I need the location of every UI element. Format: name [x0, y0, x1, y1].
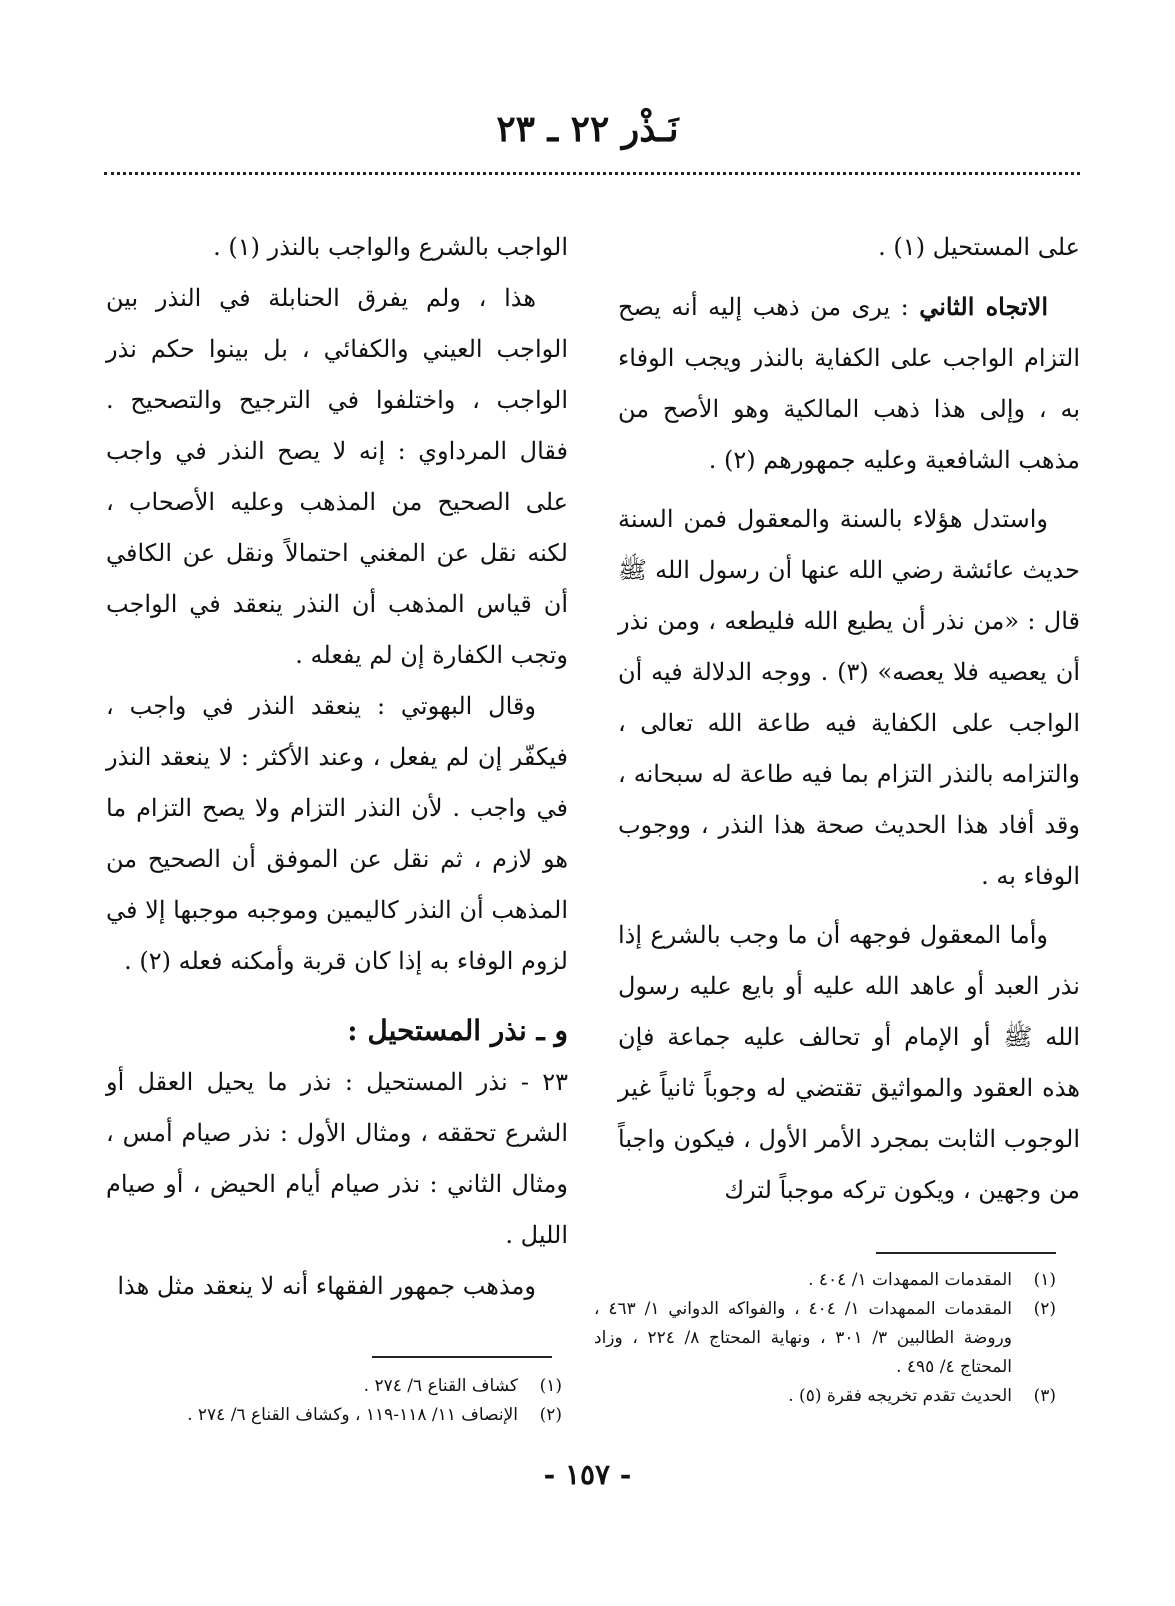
- running-header: نَـذْر ٢٢ ـ ٢٣: [496, 108, 679, 150]
- paragraph: ومذهب جمهور الفقهاء أنه لا ينعقد مثل هذا: [117, 1272, 536, 1300]
- paragraph: وأما المعقول فوجهه أن ما وجب بالشرع إذا نذر العبد أو عاهد الله عليه أو بايع عليه رسول الله ﷺ أو الإمام أو تحالف عليه جماعة فإن هذه العقود والمواثيق تقتضي له وجوباً ثانياً غير الوجوب الثابت بمجرد الأمر الأول ، فيكون واجباً من وجهين ، ويكون تركه موجباً لترك: [618, 921, 1080, 1204]
- footnote: (١) كشاف القناع ٦/ ٢٧٤ .: [363, 1376, 562, 1396]
- section-heading: و ـ نذر المستحيل :: [347, 1014, 568, 1047]
- left-column: [106, 222, 568, 1312]
- footnote-rule-right: [876, 1252, 1056, 1254]
- paragraph: وقال البهوتي : ينعقد النذر في واجب ، فيكفّر إن لم يفعل ، وعند الأكثر : لا ينعقد النذر في واجب . لأن النذر التزام ولا يصح التزام ما هو لازم ، ثم نقل عن الموفق أن الصحيح من المذهب أن النذر كاليمين وموجبه موجبها إلا في لزوم الوفاء به إذا كان قربة وأمكنه فعله (٢) .: [106, 692, 568, 975]
- header-dotted-rule: [104, 172, 1080, 175]
- right-column: [618, 222, 1080, 1216]
- paragraph-lead: الاتجاه الثاني: [919, 292, 1048, 321]
- footnote: (٢) المقدمات الممهدات ١/ ٤٠٤ ، والفواكه الدواني ١/ ٤٦٣ ، وروضة الطالبين ٣/ ٣٠١ ، ونهاية المحتاج ٨/ ٢٢٤ ، وزاد المحتاج ٤/ ٤٩٥ .: [594, 1299, 1056, 1377]
- paragraph: على المستحيل (١) .: [878, 233, 1080, 261]
- paragraph: الاتجاه الثاني : يرى من ذهب إليه أنه يصح التزام الواجب على الكفاية بالنذر ويجب الوفاء به ، وإلى هذا ذهب المالكية وهو الأصح من مذهب الشافعية وعليه جمهورهم (٢) .: [618, 292, 1080, 474]
- paragraph: هذا ، ولم يفرق الحنابلة في النذر بين الواجب العيني والكفائي ، بل بينوا حكم نذر الواجب ، واختلفوا في الترجيح والتصحيح . فقال المرداوي : إنه لا يصح النذر في واجب على الصحيح من المذهب وعليه الأصحاب ، لكنه نقل عن المغني احتمالاً ونقل عن الكافي أن قياس المذهب أن النذر ينعقد في الواجب وتجب الكفارة إن لم يفعله .: [106, 284, 568, 669]
- paragraph: واستدل هؤلاء بالسنة والمعقول فمن السنة حديث عائشة رضي الله عنها أن رسول الله ﷺ قال : «من نذر أن يطيع الله فليطعه ، ومن نذر أن يعصيه فلا يعصه» (٣) . ووجه الدلالة فيه أن الواجب على الكفاية فيه طاعة الله تعالى ، والتزامه بالنذر التزام بما فيه طاعة له سبحانه ، وقد أفاد هذا الحديث صحة هذا النذر ، ووجوب الوفاء به .: [618, 505, 1080, 890]
- footnote: (٢) الإنصاف ١١/ ١١٨-١١٩ ، وكشاف القناع ٦/ ٢٧٤ .: [187, 1405, 562, 1425]
- paragraph: الواجب بالشرع والواجب بالنذر (١) .: [213, 233, 568, 261]
- footnote: (٣) الحديث تقدم تخريجه فقرة (٥) .: [788, 1386, 1056, 1406]
- footnote-rule-left: [372, 1356, 552, 1358]
- footnotes-right: [594, 1266, 1056, 1411]
- footnote: (١) المقدمات الممهدات ١/ ٤٠٤ .: [808, 1270, 1056, 1290]
- paragraph: ٢٣ - نذر المستحيل : نذر ما يحيل العقل أو الشرع تحققه ، ومثال الأول : نذر صيام أمس ، ومثال الثاني : نذر صيام أيام الحيض ، أو صيام الليل .: [106, 1068, 568, 1249]
- footnotes-left: [100, 1372, 562, 1430]
- page-number: - ١٥٧ -: [543, 1458, 632, 1491]
